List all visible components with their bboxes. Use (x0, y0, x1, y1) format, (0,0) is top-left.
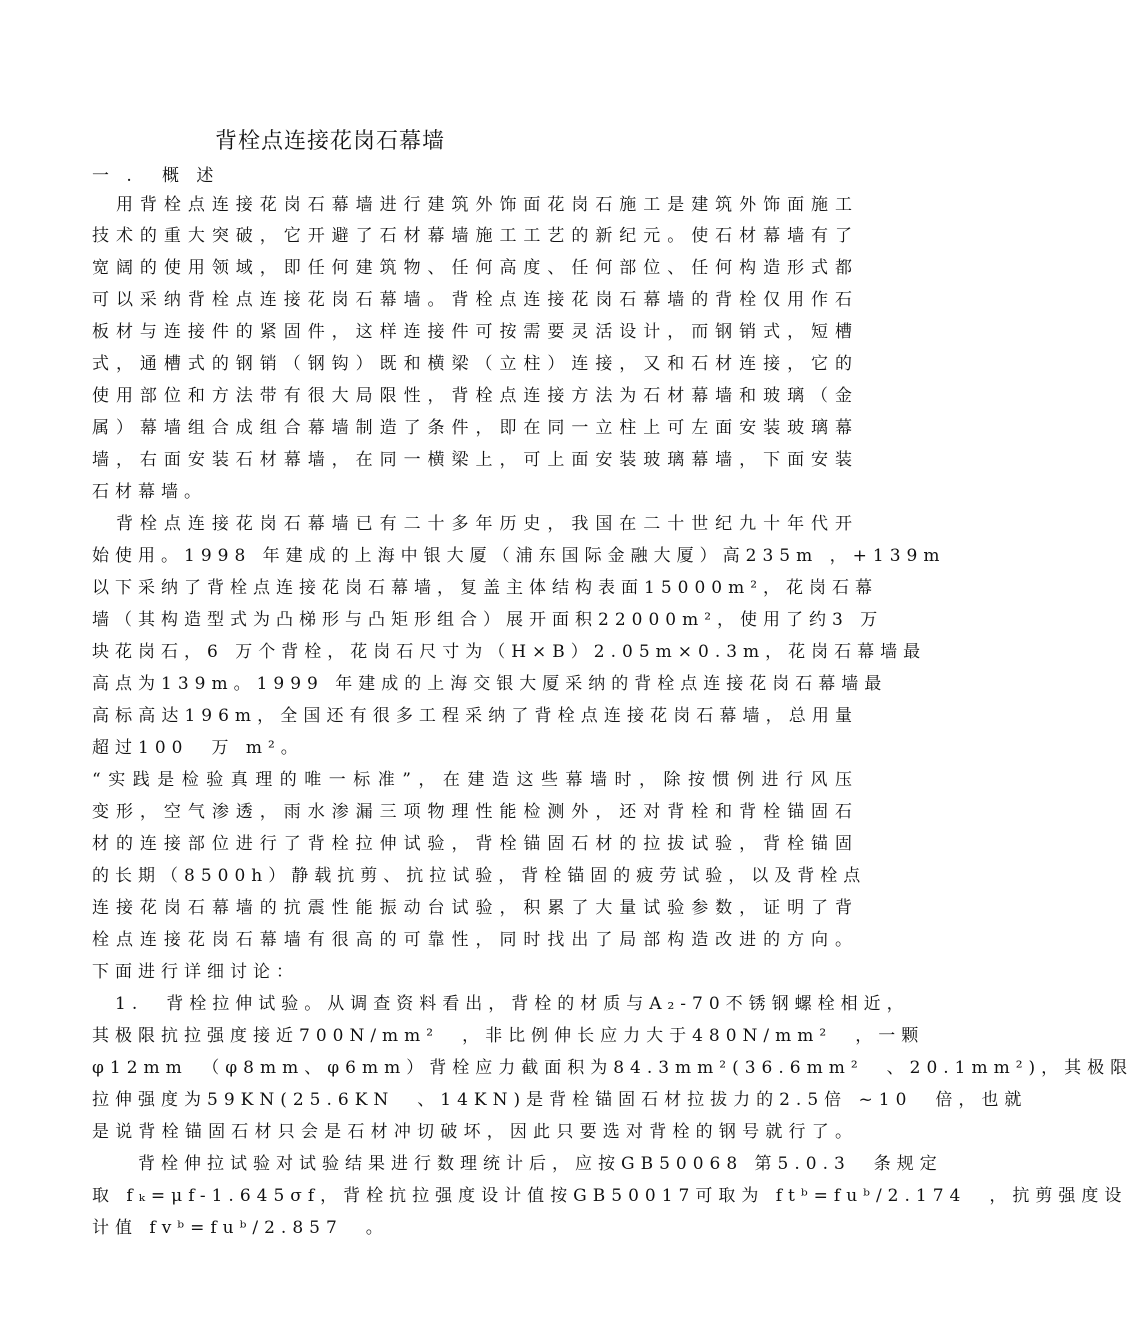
text-line: 墙，右面安装石材幕墙，在同一横梁上，可上面安装玻璃幕墙，下面安装 (92, 450, 858, 470)
text-line: 其极限抗拉强度接近700N/mm² ，非比例伸长应力大于480N/mm² ，一颗 (92, 1026, 925, 1046)
text-line: 始使用。1998 年建成的上海中银大厦（浦东国际金融大厦）高235m ，+139m (92, 546, 946, 566)
text-line: 变形，空气渗透，雨水渗漏三项物理性能检测外，还对背栓和背栓锚固石 (92, 802, 858, 822)
text-line: 计值 fvᵇ=fuᵇ/2.857 。 (92, 1218, 389, 1238)
section-heading (92, 161, 219, 186)
text-line: 连接花岗石幕墙的抗震性能振动台试验，积累了大量试验参数，证明了背 (92, 898, 858, 918)
text-line: φ12mm （φ8mm、φ6mm）背栓应力截面积为84.3mm²(36.6mm² 、20.1mm²)，其极限 (92, 1058, 1133, 1078)
text-line: 背栓伸拉试验对试验结果进行数理统计后，应按GB50068 第5.0.3 条规定 (92, 1154, 943, 1174)
text-line: “实践是检验真理的唯一标准”，在建造这些幕墙时，除按惯例进行风压 (92, 770, 858, 790)
text-line: 拉伸强度为59KN(25.6KN 、14KN)是背栓锚固石材拉拔力的2.5倍 ~10 倍，也就 (92, 1090, 1028, 1110)
text-line: 取 fₖ=μf-1.645σf，背栓抗拉强度设计值按GB50017可取为 ftᵇ=fuᵇ/2.174 ，抗剪强度设 (92, 1186, 1128, 1206)
text-line: 背栓点连接花岗石幕墙已有二十多年历史，我国在二十世纪九十年代开 (92, 514, 858, 534)
text-line: 属）幕墙组合成组合幕墙制造了条件，即在同一立柱上可左面安装玻璃幕 (92, 418, 858, 438)
text-line: 高点为139m。1999 年建成的上海交银大厦采纳的背栓点连接花岗石幕墙最 (92, 674, 888, 694)
text-line: 材的连接部位进行了背栓拉伸试验，背栓锚固石材的拉拔试验，背栓锚固 (92, 834, 858, 854)
text-line: 用背栓点连接花岗石幕墙进行建筑外饰面花岗石施工是建筑外饰面施工 (92, 195, 858, 215)
text-line: 板材与连接件的紧固件，这样连接件可按需要灵活设计，而钢销式，短槽 (92, 322, 858, 342)
text-line: 的长期（8500h）静载抗剪、抗拉试验，背栓锚固的疲劳试验，以及背栓点 (92, 866, 867, 886)
text-line: 是说背栓锚固石材只会是石材冲切破坏，因此只要选对背栓的钢号就行了。 (92, 1122, 858, 1142)
text-line: 使用部位和方法带有很大局限性，背栓点连接方法为石材幕墙和玻璃（金 (92, 386, 858, 406)
text-line: 石材幕墙。 (92, 482, 207, 502)
text-line: 高标高达196m，全国还有很多工程采纳了背栓点连接花岗石幕墙，总用量 (92, 706, 858, 726)
document-title: 背栓点连接花岗石幕墙 (215, 129, 446, 154)
text-line: 式，通槽式的钢销（钢钩）既和横梁（立柱）连接，又和石材连接，它的 (92, 354, 858, 374)
text-line: 下面进行详细讨论： (92, 962, 299, 982)
text-line: 超过100 万 m²。 (92, 738, 304, 758)
text-line: 以下采纳了背栓点连接花岗石幕墙，复盖主体结构表面15000m²，花岗石幕 (92, 578, 879, 598)
section-number: 一 . (92, 166, 138, 186)
text-line: 块花岗石，6 万个背栓，花岗石尺寸为（H×B）2.05m×0.3m，花岗石幕墙最 (92, 642, 927, 662)
text-line: 栓点连接花岗石幕墙有很高的可靠性，同时找出了局部构造改进的方向。 (92, 930, 858, 950)
text-line: 1. 背栓拉伸试验。从调查资料看出，背栓的材质与A₂-70不锈钢螺栓相近， (92, 994, 910, 1014)
text-line: 可以采纳背栓点连接花岗石幕墙。背栓点连接花岗石幕墙的背栓仅用作石 (92, 290, 858, 310)
text-line: 墙（其构造型式为凸梯形与凸矩形组合）展开面积22000m²，使用了约3 万 (92, 610, 884, 630)
text-line: 技术的重大突破，它开避了石材幕墙施工工艺的新纪元。使石材幕墙有了 (92, 226, 858, 246)
text-line: 宽阔的使用领域，即任何建筑物、任何高度、任何部位、任何构造形式都 (92, 258, 858, 278)
section-heading-text: 概 述 (162, 166, 220, 186)
